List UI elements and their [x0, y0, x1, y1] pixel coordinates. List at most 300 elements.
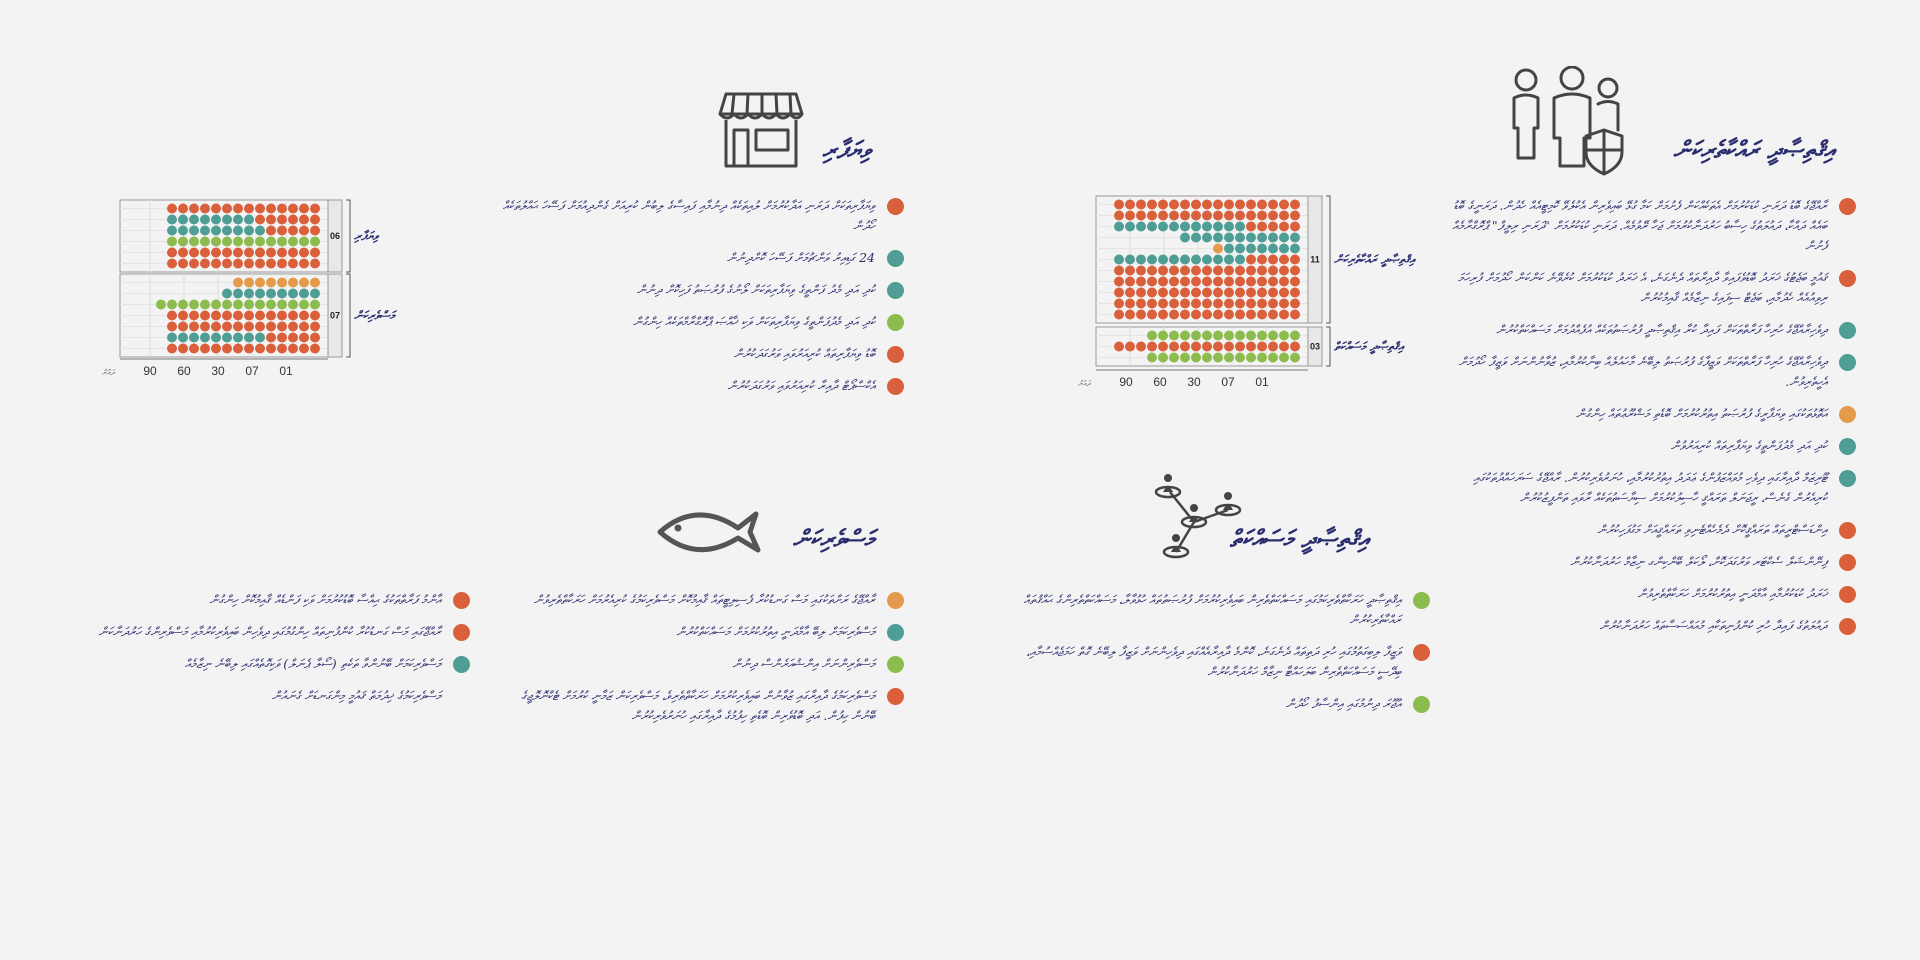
data-dot — [1213, 233, 1223, 243]
data-dot — [1268, 299, 1278, 309]
data-dot — [1290, 200, 1300, 210]
data-dot — [1268, 244, 1278, 254]
data-dot — [178, 204, 188, 214]
data-dot — [1290, 233, 1300, 243]
data-dot — [233, 344, 243, 354]
data-dot — [299, 237, 309, 247]
data-dot — [1202, 288, 1212, 298]
data-dot — [1169, 200, 1179, 210]
data-dot — [1147, 288, 1157, 298]
data-dot — [189, 237, 199, 247]
data-dot — [233, 215, 243, 225]
data-dot — [167, 259, 177, 269]
data-dot — [1202, 331, 1212, 341]
data-dot — [1180, 200, 1190, 210]
data-dot — [277, 300, 287, 310]
data-dot — [1202, 299, 1212, 309]
data-dot — [1290, 244, 1300, 254]
data-dot — [222, 333, 232, 343]
data-dot — [1169, 353, 1179, 363]
data-dot — [266, 237, 276, 247]
data-dot — [1257, 342, 1267, 352]
data-dot — [1268, 222, 1278, 232]
data-dot — [1202, 222, 1212, 232]
bullet-dot-icon — [887, 656, 904, 673]
data-dot — [266, 344, 276, 354]
group-count: 11 — [1310, 254, 1320, 265]
data-dot — [1268, 200, 1278, 210]
data-dot — [1268, 233, 1278, 243]
data-dot — [310, 344, 320, 354]
bullet-dot-icon — [1839, 522, 1856, 539]
data-dot — [1180, 342, 1190, 352]
list-item — [1450, 552, 1856, 572]
fisheries-title: މަސްވެރިކަން — [792, 524, 874, 553]
data-dot — [178, 333, 188, 343]
data-dot — [1268, 277, 1278, 287]
data-dot — [244, 259, 254, 269]
data-dot — [1180, 310, 1190, 320]
data-dot — [1169, 277, 1179, 287]
list-item — [44, 654, 470, 674]
data-dot — [1246, 299, 1256, 309]
data-dot — [1257, 200, 1267, 210]
data-dot — [277, 259, 287, 269]
data-dot — [1125, 299, 1135, 309]
data-dot — [288, 259, 298, 269]
data-dot — [222, 259, 232, 269]
data-dot — [255, 333, 265, 343]
data-dot — [1180, 331, 1190, 341]
data-dot — [1279, 310, 1289, 320]
data-dot — [1235, 266, 1245, 276]
data-dot — [299, 322, 309, 332]
data-dot — [1158, 342, 1168, 352]
data-dot — [222, 204, 232, 214]
economy-dot-chart — [1060, 192, 1415, 389]
data-dot — [266, 289, 276, 299]
data-dot — [211, 248, 221, 258]
data-dot — [1257, 299, 1267, 309]
data-dot — [211, 311, 221, 321]
family-shield-icon — [1508, 66, 1634, 178]
data-dot — [244, 204, 254, 214]
data-dot — [277, 322, 287, 332]
data-dot — [1169, 310, 1179, 320]
group-label: އިޤްތިޞާދީ މަސައްކަތް — [1334, 339, 1404, 354]
data-dot — [1246, 353, 1256, 363]
data-dot — [255, 311, 265, 321]
data-dot — [1158, 310, 1168, 320]
data-dot — [1136, 255, 1146, 265]
list-item-text: ފިނޭންޝަލް ސެކްޓަރ ވަރުގަދަކޮށް، ލޯކަލް ބޭންކިންގ ނިޒާމް ހަރުދަނާކުރުން — [1570, 554, 1827, 569]
data-dot — [1224, 266, 1234, 276]
data-dot — [1147, 211, 1157, 221]
data-dot — [1235, 233, 1245, 243]
x-tick-label: 07 — [245, 364, 259, 378]
data-dot — [178, 259, 188, 269]
data-dot — [1224, 288, 1234, 298]
data-dot — [310, 278, 320, 288]
data-dot — [1202, 211, 1212, 221]
data-dot — [1279, 255, 1289, 265]
data-dot — [222, 300, 232, 310]
data-dot — [299, 259, 309, 269]
data-dot — [255, 300, 265, 310]
data-dot — [1224, 310, 1234, 320]
data-dot — [1257, 331, 1267, 341]
data-dot — [244, 248, 254, 258]
data-dot — [1114, 277, 1124, 287]
data-dot — [1114, 222, 1124, 232]
data-dot — [167, 226, 177, 236]
data-dot — [1246, 277, 1256, 287]
data-dot — [288, 311, 298, 321]
data-dot — [1279, 288, 1289, 298]
data-dot — [1147, 255, 1157, 265]
data-dot — [200, 259, 210, 269]
data-dot — [178, 248, 188, 258]
data-dot — [211, 333, 221, 343]
data-dot — [1257, 266, 1267, 276]
data-dot — [1136, 310, 1146, 320]
data-dot — [1290, 310, 1300, 320]
data-dot — [189, 215, 199, 225]
data-dot — [1279, 331, 1289, 341]
data-dot — [1125, 310, 1135, 320]
data-dot — [310, 289, 320, 299]
data-dot — [1180, 266, 1190, 276]
data-dot — [1224, 277, 1234, 287]
data-dot — [189, 322, 199, 332]
data-dot — [189, 311, 199, 321]
list-item — [494, 590, 904, 610]
data-dot — [299, 311, 309, 321]
data-dot — [288, 289, 298, 299]
data-dot — [1125, 222, 1135, 232]
data-dot — [1180, 222, 1190, 232]
data-dot — [1213, 266, 1223, 276]
bullet-dot-icon — [887, 198, 904, 215]
data-dot — [1191, 299, 1201, 309]
data-dot — [244, 226, 254, 236]
data-dot — [1114, 299, 1124, 309]
list-item-text: އެކްސްޕޯޓް ދާއިރާ ކުރިއަރުވައި ވަރުގަދަކުރުން — [727, 378, 875, 393]
data-dot — [1279, 222, 1289, 232]
data-dot — [233, 322, 243, 332]
data-dot — [277, 278, 287, 288]
data-dot — [189, 204, 199, 214]
data-dot — [200, 311, 210, 321]
data-dot — [189, 344, 199, 354]
data-dot — [1158, 331, 1168, 341]
group-label: މަސްވެރިކަން — [354, 308, 395, 323]
data-dot — [1180, 233, 1190, 243]
list-item — [1450, 436, 1856, 456]
data-dot — [1246, 222, 1256, 232]
data-dot — [1246, 310, 1256, 320]
data-dot — [178, 215, 188, 225]
network-people-icon — [1150, 470, 1244, 570]
list-item-text: އާންމު ފަރާތްތަކުގެ ޙިއްސާ ބޮޑުކުރުމަށް ވަކި ފަންޑެއް ޤާއިމުކޮށް ހިންގުން — [209, 592, 441, 607]
data-dot — [1191, 255, 1201, 265]
data-dot — [1180, 255, 1190, 265]
data-dot — [1246, 266, 1256, 276]
storefront-icon — [718, 90, 804, 170]
data-dot — [178, 322, 188, 332]
data-dot — [310, 311, 320, 321]
data-dot — [1213, 353, 1223, 363]
data-dot — [1235, 288, 1245, 298]
data-dot — [200, 226, 210, 236]
data-dot — [1279, 277, 1289, 287]
data-dot — [1191, 233, 1201, 243]
data-dot — [299, 204, 309, 214]
data-dot — [1224, 299, 1234, 309]
data-dot — [1191, 222, 1201, 232]
data-dot — [211, 237, 221, 247]
data-dot — [1191, 277, 1201, 287]
data-dot — [1180, 353, 1190, 363]
list-item-text: މަސްވެރިކަމަށް ލިބޭ އާމްދަނީ އިތުރުކުރުމަށް މަސައްކަތްކުރުން — [676, 624, 875, 639]
data-dot — [1180, 211, 1190, 221]
list-item-text: ކުދި އަދި މެދުފަންތީގެ ވިޔަފާރިތައް ކުރިއަރުވުން — [1670, 438, 1827, 453]
list-item — [1450, 468, 1856, 508]
data-dot — [1290, 266, 1300, 276]
bullet-dot-icon — [1839, 438, 1856, 455]
data-dot — [1290, 277, 1300, 287]
data-dot — [277, 311, 287, 321]
list-item-text: މަސްވެރިކަމުގެ ޚިދުމަތް ޤައުމީ މިންގަނޑަށް ގެނައުން — [271, 688, 441, 703]
data-dot — [1268, 255, 1278, 265]
bullet-dot-icon — [1413, 592, 1430, 609]
data-dot — [1279, 233, 1289, 243]
employment-list — [1450, 196, 1856, 648]
data-dot — [233, 237, 243, 247]
data-dot — [233, 248, 243, 258]
data-dot — [1257, 244, 1267, 254]
data-dot — [1235, 353, 1245, 363]
data-dot — [1224, 200, 1234, 210]
data-dot — [200, 248, 210, 258]
data-dot — [1158, 255, 1168, 265]
list-item — [494, 344, 904, 364]
list-item — [1450, 584, 1856, 604]
list-item-text: ކުދި އަދި މެދު ފަންތީގެ ވިޔަފާރިތަކަށް ލޯނުގެ ފުރުޞަތު ފަހިކޮށް ދިނުން — [636, 282, 875, 297]
list-item — [1450, 404, 1856, 424]
data-dot — [200, 215, 210, 225]
data-dot — [1202, 277, 1212, 287]
data-dot — [1147, 342, 1157, 352]
data-dot — [233, 311, 243, 321]
data-dot — [1136, 266, 1146, 276]
data-dot — [244, 344, 254, 354]
data-dot — [1246, 255, 1256, 265]
data-dot — [1235, 277, 1245, 287]
data-dot — [1147, 353, 1157, 363]
list-item-text: ޤައުމީ ބަޖެޓުގެ ޚަރަދު ބޮޑުވެފައިވާ ދާއިރާތައް ދެނެގަނެ، އެ ޚަރަދު ކުޑަކުރުމަށް ކުރެވޭނެ ކަންކަން ހޯދުމަށް ފުރިހަމަ ރިވިއުއެއް ހެދުމާއި، ބަޖެޓް ސިފައިގެ ނިޒާމެއް ޤާއިމުކުރުން — [1458, 270, 1827, 305]
x-tick-label: 90 — [143, 364, 157, 378]
data-dot — [277, 289, 287, 299]
data-dot — [1290, 342, 1300, 352]
list-item — [1450, 520, 1856, 540]
bullet-dot-icon — [1839, 406, 1856, 423]
list-item-text: މަސްވެރިކަމަށް ބޭނުންވާ ތަކެތި (ސޯލާ ޕެނަލް) ވަކިގޮތެއްގައި ލިބޭނެ ނިޒާމެއް — [184, 656, 441, 671]
community-title: އިޤްތިޞާދީ މަސައްކަތް — [1229, 524, 1368, 553]
data-dot — [266, 322, 276, 332]
data-dot — [1224, 331, 1234, 341]
data-dot — [1158, 353, 1168, 363]
data-dot — [1147, 200, 1157, 210]
group-count: 07 — [329, 310, 341, 321]
data-dot — [255, 278, 265, 288]
bullet-dot-icon — [453, 624, 470, 641]
data-dot — [1224, 255, 1234, 265]
data-dot — [1169, 255, 1179, 265]
data-dot — [1279, 200, 1289, 210]
data-dot — [233, 259, 243, 269]
list-item — [494, 312, 904, 332]
data-dot — [288, 248, 298, 258]
data-dot — [244, 322, 254, 332]
data-dot — [1235, 299, 1245, 309]
data-dot — [277, 344, 287, 354]
data-dot — [310, 226, 320, 236]
data-dot — [1257, 277, 1267, 287]
data-dot — [167, 333, 177, 343]
data-dot — [178, 226, 188, 236]
data-dot — [167, 322, 177, 332]
data-dot — [1257, 353, 1267, 363]
data-dot — [1213, 342, 1223, 352]
data-dot — [1125, 342, 1135, 352]
list-item — [1018, 590, 1430, 630]
data-dot — [1202, 310, 1212, 320]
data-dot — [1268, 211, 1278, 221]
bullet-dot-icon — [1839, 270, 1856, 287]
list-item — [1450, 268, 1856, 308]
data-dot — [277, 204, 287, 214]
bullet-dot-icon — [453, 656, 470, 673]
data-dot — [299, 278, 309, 288]
group-bracket — [1326, 196, 1330, 323]
data-dot — [1213, 211, 1223, 221]
data-dot — [1213, 222, 1223, 232]
data-dot — [167, 248, 177, 258]
data-dot — [222, 248, 232, 258]
data-dot — [1158, 288, 1168, 298]
data-dot — [200, 204, 210, 214]
data-dot — [211, 226, 221, 236]
data-dot — [1114, 255, 1124, 265]
data-dot — [1290, 255, 1300, 265]
list-item — [44, 622, 470, 642]
data-dot — [211, 344, 221, 354]
data-dot — [167, 237, 177, 247]
data-dot — [200, 300, 210, 310]
data-dot — [1125, 200, 1135, 210]
data-dot — [1268, 342, 1278, 352]
list-item — [494, 248, 904, 268]
data-dot — [1114, 266, 1124, 276]
data-dot — [178, 344, 188, 354]
data-dot — [1202, 266, 1212, 276]
group-count: 06 — [329, 231, 341, 241]
data-dot — [1246, 288, 1256, 298]
data-dot — [1180, 277, 1190, 287]
fish-icon — [656, 506, 762, 554]
axis-caption: ދައުރު — [1077, 379, 1091, 388]
bullet-dot-icon — [1413, 644, 1430, 661]
data-dot — [255, 204, 265, 214]
data-dot — [167, 300, 177, 310]
data-dot — [1257, 255, 1267, 265]
list-item — [494, 196, 904, 236]
bullet-dot-icon — [1839, 618, 1856, 635]
bullet-dot-icon — [1839, 586, 1856, 603]
data-dot — [1246, 200, 1256, 210]
data-dot — [1235, 255, 1245, 265]
bullet-dot-icon — [1413, 696, 1430, 713]
data-dot — [1191, 266, 1201, 276]
data-dot — [222, 237, 232, 247]
data-dot — [255, 226, 265, 236]
data-dot — [189, 300, 199, 310]
x-tick-label: 60 — [1153, 375, 1167, 389]
data-dot — [266, 215, 276, 225]
data-dot — [288, 322, 298, 332]
data-dot — [288, 300, 298, 310]
data-dot — [1169, 288, 1179, 298]
axis-caption: ދައުރު — [101, 368, 115, 377]
data-dot — [1191, 342, 1201, 352]
bullet-dot-icon — [1839, 354, 1856, 371]
data-dot — [1169, 266, 1179, 276]
data-dot — [255, 237, 265, 247]
data-dot — [1136, 299, 1146, 309]
fisheries-list — [494, 590, 904, 738]
data-dot — [1114, 200, 1124, 210]
data-dot — [1268, 353, 1278, 363]
data-dot — [1246, 331, 1256, 341]
data-dot — [1290, 331, 1300, 341]
data-dot — [1191, 288, 1201, 298]
data-dot — [1191, 211, 1201, 221]
data-dot — [1158, 266, 1168, 276]
data-dot — [299, 289, 309, 299]
data-dot — [1191, 200, 1201, 210]
data-dot — [222, 215, 232, 225]
data-dot — [1213, 310, 1223, 320]
tourism-title: ވިޔަފާރި — [822, 135, 871, 164]
data-dot — [189, 333, 199, 343]
data-dot — [277, 333, 287, 343]
data-dot — [266, 248, 276, 258]
data-dot — [1169, 222, 1179, 232]
data-dot — [1202, 342, 1212, 352]
data-dot — [1114, 211, 1124, 221]
data-dot — [299, 248, 309, 258]
data-dot — [1125, 266, 1135, 276]
data-dot — [1257, 288, 1267, 298]
data-dot — [288, 226, 298, 236]
data-dot — [1213, 255, 1223, 265]
data-dot — [1136, 288, 1146, 298]
data-dot — [1158, 200, 1168, 210]
data-dot — [189, 259, 199, 269]
data-dot — [277, 215, 287, 225]
list-item-text: މަސްވެރިންނަށް އިންޝުއަރެންސް ދިނުން — [732, 656, 875, 671]
